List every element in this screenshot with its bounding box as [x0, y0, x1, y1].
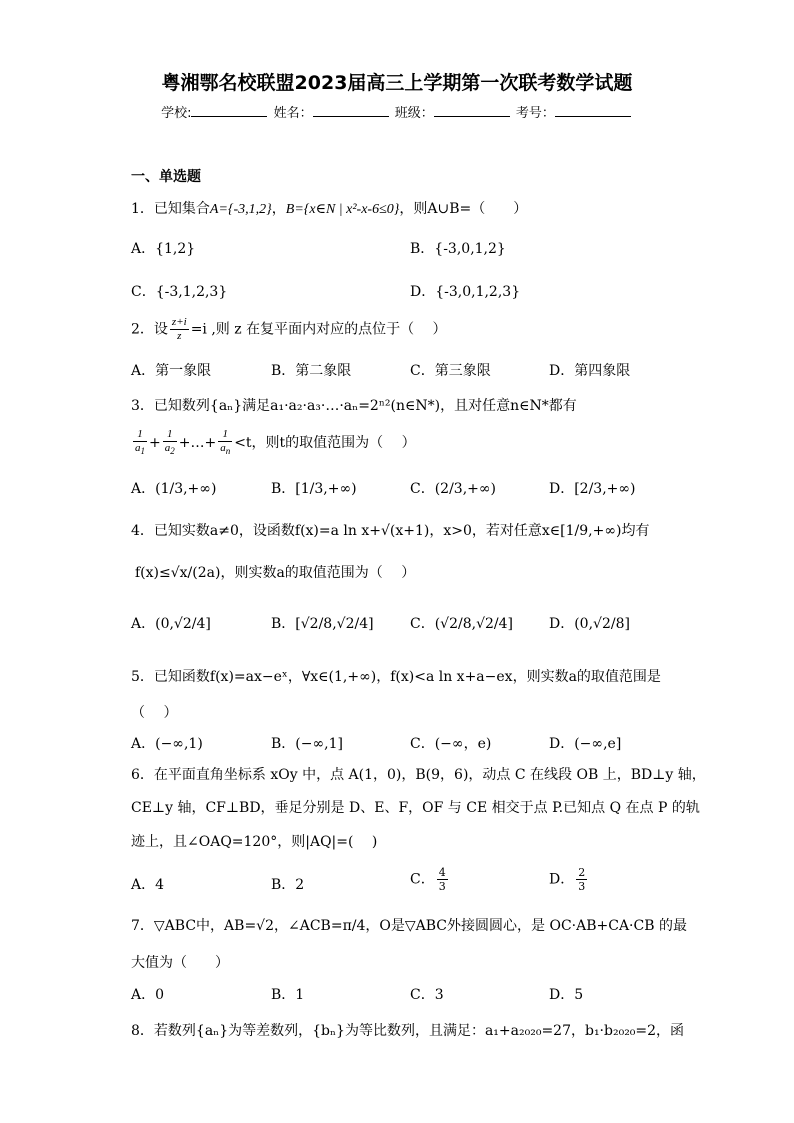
q4-option-d[interactable]: D．(0,√2/8] [549, 616, 630, 632]
q7-option-c[interactable]: C．3 [410, 987, 444, 1003]
question-6-line-3: 迹上，且∠OAQ=120°，则|AQ|=( ) [131, 834, 378, 850]
question-4-line-1: 4．已知实数a≠0，设函数f(x)=a ln x+√(x+1)，x>0，若对任意x∈[1/9,+∞)均有 [131, 523, 650, 539]
q2-post: =i ,则 z 在复平面内对应的点位于（ ） [190, 321, 447, 338]
q5-option-a[interactable]: A．(−∞,1) [131, 736, 203, 752]
q7-option-d[interactable]: D．5 [549, 987, 584, 1003]
number-blank[interactable] [555, 104, 631, 117]
question-5-line-2: （ ） [131, 705, 178, 721]
q3-option-c[interactable]: C．(2/3,+∞) [410, 481, 497, 497]
q2-option-a[interactable]: A．第一象限 [131, 363, 212, 379]
name-label: 姓名： [273, 106, 313, 121]
q6-option-c[interactable] [410, 866, 450, 893]
question-2-stem [131, 316, 447, 343]
q7-option-a[interactable]: A．0 [131, 987, 165, 1003]
q1-set-a: A={-3,1,2} [209, 202, 272, 217]
q3-option-a[interactable]: A．(1/3,+∞) [131, 481, 217, 497]
q3-frac-1: $\frac{1}{a_1}$ [135, 428, 145, 457]
q2-pre: 2．设 [131, 321, 168, 338]
q2-frac-num: z+i [171, 316, 187, 328]
q4-option-c[interactable]: C．(√2/8,√2/4] [410, 616, 513, 632]
school-label: 学校: [161, 106, 192, 121]
q3-frac-2: $\frac{1}{a_2}$ [164, 428, 175, 457]
q4-option-b[interactable]: B．[√2/8,√2/4] [271, 616, 374, 632]
student-info-line [0, 102, 794, 121]
question-7-line-2: 大值为（ ） [131, 955, 229, 971]
q7-option-b[interactable]: B．1 [271, 987, 305, 1003]
q6-option-a[interactable]: A．4 [131, 877, 165, 893]
q6-c-prefix: C． [410, 871, 435, 888]
q6-c-den: 3 [438, 880, 446, 893]
q2-option-d[interactable]: D．第四象限 [549, 363, 631, 379]
q2-option-c[interactable]: C．第三象限 [410, 363, 491, 379]
q3-line2-tail: <t，则t的取值范围为（ ） [234, 435, 416, 452]
question-7-line-1: 7．▽ABC中，AB=√2，∠ACB=π/4，O是▽ABC外接圆圆心，是 OC·AB+CA·CB 的最 [131, 918, 687, 934]
q6-d-prefix: D． [549, 871, 575, 888]
q2-fraction [170, 316, 189, 343]
q5-option-b[interactable]: B．(−∞,1] [271, 736, 343, 752]
q1-option-d[interactable]: D．{-3,0,1,2,3} [410, 284, 521, 300]
question-6-line-1: 6．在平面直角坐标系 xOy 中，点 A(1，0)，B(9，6)，动点 C 在线段 OB 上，BD⊥y 轴， [131, 767, 706, 783]
question-5-line-1: 5．已知函数f(x)=ax−eˣ，∀x∈(1,+∞)，f(x)<a ln x+a−ex，则实数a的取值范围是 [131, 669, 661, 685]
name-blank[interactable] [313, 104, 389, 117]
q5-option-c[interactable]: C．(−∞，e) [410, 736, 492, 752]
q5-option-d[interactable]: D．(−∞,e] [549, 736, 622, 752]
question-3-line-2: $\frac{1}{a_1}$ + $\frac{1}{a_2}$ +…+ $\frac{1}{a_n}$ <t，则t的取值范围为（ ） [135, 428, 416, 457]
q2-frac-den: z [177, 330, 182, 342]
question-6-line-2: CE⊥y 轴，CF⊥BD，垂足分别是 D、E、F，OF 与 CE 相交于点 P.已知点 Q 在点 P 的轨 [131, 800, 700, 816]
q2-option-b[interactable]: B．第二象限 [271, 363, 352, 379]
question-4-line-2: f(x)≤√x/(2a)，则实数a的取值范围为（ ） [135, 565, 416, 581]
number-label: 考号： [515, 106, 555, 121]
q6-c-num: 4 [438, 866, 446, 879]
q1-tail: ，则A∪B=（ ） [399, 201, 528, 217]
q6-c-fraction [437, 866, 448, 893]
class-blank[interactable] [434, 104, 510, 117]
q1-option-b[interactable]: B．{-3,0,1,2} [410, 241, 506, 257]
q1-set-b: B={x∈N | x²-x-6≤0} [285, 202, 400, 217]
q3-option-b[interactable]: B．[1/3,+∞) [271, 481, 357, 497]
question-3-line-1: 3．已知数列{aₙ}满足a₁·a₂·a₃·…·aₙ=2ⁿ²(n∈N*)，且对任意n∈N*都有 [131, 398, 577, 414]
q1-option-c[interactable]: C．{-3,1,2,3} [131, 284, 228, 300]
q6-option-b[interactable]: B．2 [271, 877, 305, 893]
q6-d-den: 3 [578, 880, 586, 893]
question-1-stem: 1．已知集合A={-3,1,2}，B={x∈N | x²-x-6≤0}，则A∪B=（ ） [131, 201, 528, 217]
q4-option-a[interactable]: A．(0,√2/4] [131, 616, 211, 632]
q6-d-num: 2 [578, 866, 586, 879]
q1-stem-text: 1．已知集合 [131, 201, 210, 217]
q1-option-a[interactable]: A．{1,2} [131, 241, 196, 257]
class-label: 班级： [394, 106, 434, 121]
question-8-line-1: 8．若数列{aₙ}为等差数列，{bₙ}为等比数列，且满足：a₁+a₂₀₂₀=27，b₁·b₂₀₂₀=2，函 [131, 1023, 685, 1039]
q6-option-d[interactable] [549, 866, 589, 893]
q3-option-d[interactable]: D．[2/3,+∞) [549, 481, 636, 497]
page-title: 粤湘鄂名校联盟2023届高三上学期第一次联考数学试题 [161, 72, 633, 94]
q3-frac-n: $\frac{1}{a_n}$ [220, 428, 231, 457]
section-heading: 一、单选题 [131, 169, 201, 185]
q6-d-fraction [576, 866, 587, 893]
school-blank[interactable] [191, 104, 267, 117]
